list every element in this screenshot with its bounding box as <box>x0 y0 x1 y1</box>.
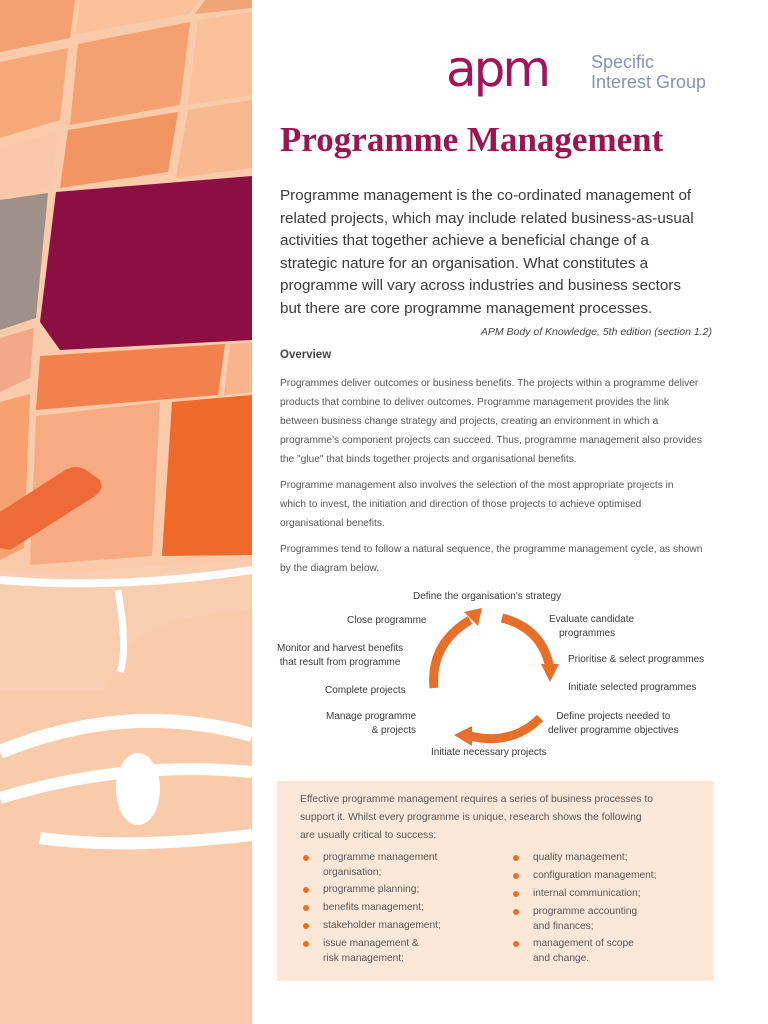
list-item-text: quality management; <box>533 852 628 863</box>
cycle-step-label: Initiate necessary projects <box>431 747 547 758</box>
list-item-text: programme accounting <box>533 906 638 917</box>
list-item <box>323 919 441 934</box>
intro-line: but there are core programme management processes. <box>280 299 653 317</box>
list-item <box>323 883 419 898</box>
success-factors-box <box>277 781 713 981</box>
overview-paragraph <box>280 540 702 578</box>
cycle-arrows <box>414 604 564 754</box>
cycle-step-strategy <box>413 590 561 604</box>
paragraph-line: organisational benefits. <box>280 518 385 529</box>
cycle-step-label: Initiate selected programmes <box>568 682 697 693</box>
logo-subtitle-line: Interest Group <box>591 72 707 92</box>
cycle-step-initiate-programmes <box>568 681 696 695</box>
bullet-icon <box>513 873 519 879</box>
list-item <box>533 905 637 934</box>
box-intro <box>300 791 653 845</box>
logo-brand: apm <box>446 40 549 98</box>
cycle-step-label: Close programme <box>347 615 427 626</box>
cycle-step-monitor <box>277 642 403 669</box>
list-item-text: programme planning; <box>323 884 420 895</box>
intro-line: related projects, which may include related business-as-usual <box>280 209 694 227</box>
list-item-text: stakeholder management; <box>323 920 441 931</box>
content-area <box>252 0 768 1024</box>
paragraph-line: by the diagram below. <box>280 563 380 574</box>
paragraph-line: which to invest, the initiation and direction of those projects to achieve optimised <box>280 499 642 510</box>
cycle-step-label: Define projects needed to <box>556 711 671 722</box>
paragraph-line: the "glue" that binds together projects and organisational benefits. <box>280 454 577 465</box>
logo-subtitle <box>591 52 706 92</box>
intro-line: strategic nature for an organisation. What constitutes a <box>280 254 649 272</box>
box-intro-line: Effective programme management requires a series of business processes to <box>300 794 653 805</box>
page-title: Programme Management <box>280 120 664 159</box>
cycle-step-initiate-projects <box>431 746 547 760</box>
bullet-icon <box>303 923 309 929</box>
box-intro-line: are usually critical to success: <box>300 830 437 841</box>
paragraph-line: products that combine to deliver outcomes. Programme management provides the link <box>280 397 670 408</box>
cycle-step-label: Complete projects <box>325 685 406 696</box>
paragraph-line: Programmes deliver outcomes or business benefits. The projects within a programme deliver <box>280 378 699 389</box>
list-item-text: programme management <box>323 852 438 863</box>
list-item <box>533 851 628 866</box>
paragraph-line: Programme management also involves the selection of the most appropriate projects in <box>280 480 674 491</box>
list-item-text: issue management & <box>323 938 419 949</box>
list-item <box>323 901 424 916</box>
logo-subtitle-line: Specific <box>591 52 655 72</box>
cycle-step-label: Monitor and harvest benefits <box>277 643 404 654</box>
cycle-step-label: that result from programme <box>279 656 401 668</box>
overview-heading: Overview <box>280 349 332 361</box>
bullet-icon <box>513 855 519 861</box>
list-item-text: and finances; <box>533 920 594 932</box>
cycle-step-prioritise <box>568 653 704 667</box>
cycle-step-label: Evaluate candidate <box>549 614 635 625</box>
list-item-text: management of scope <box>533 938 634 949</box>
bullet-icon <box>303 855 309 861</box>
cycle-step-complete <box>325 684 406 698</box>
cycle-step-label: & projects <box>371 724 417 736</box>
overview-paragraph <box>280 374 702 469</box>
decorative-artwork <box>0 0 252 1024</box>
list-item <box>533 869 656 884</box>
list-item <box>323 937 419 966</box>
cycle-step-label: deliver programme objectives <box>548 724 679 736</box>
list-item <box>323 851 437 880</box>
bullet-icon <box>513 909 519 915</box>
cycle-step-label: programmes <box>559 627 616 639</box>
list-item-text: benefits management; <box>323 902 424 913</box>
paragraph-line: Programmes tend to follow a natural sequence, the programme management cycle, as shown <box>280 544 703 555</box>
cycle-step-evaluate <box>549 613 634 640</box>
cycle-step-label: Prioritise & select programmes <box>568 654 705 665</box>
apm-logo <box>446 42 746 112</box>
paragraph-line: between business change strategy and projects, creating an environment in which a <box>280 416 659 427</box>
intro-statement <box>280 185 720 321</box>
intro-line: activities that together achieve a beneficial change of a <box>280 232 649 250</box>
list-item-text: internal communication; <box>533 888 641 899</box>
cycle-step-manage <box>326 710 416 737</box>
list-item-text: and change. <box>533 952 590 964</box>
overview-paragraph <box>280 476 674 533</box>
box-intro-line: support it. Whilst every programme is unique, research shows the following <box>300 812 642 823</box>
intro-line: Programme management is the co-ordinated management of <box>280 187 692 204</box>
list-item-text: organisation; <box>323 866 382 878</box>
list-item <box>533 887 641 902</box>
cycle-step-label: Define the organisation's strategy <box>413 591 562 602</box>
bullet-icon <box>303 887 309 893</box>
list-item-text: risk management; <box>323 952 404 964</box>
intro-line: programme will vary across industries and business sectors <box>280 277 681 295</box>
paragraph-line: programme's component projects can succeed. Thus, programme management also provides <box>280 435 702 446</box>
bullet-icon <box>513 941 519 947</box>
list-item-text: configuration management; <box>533 870 657 881</box>
bullet-icon <box>303 941 309 947</box>
bullet-icon <box>303 905 309 911</box>
cycle-step-label: Manage programme <box>326 711 417 722</box>
bullet-icon <box>513 891 519 897</box>
citation: APM Body of Knowledge, 5th edition (section 1.2) <box>480 326 712 338</box>
cycle-step-define-projects <box>548 710 679 737</box>
list-item <box>533 937 634 966</box>
cycle-step-close <box>347 614 426 628</box>
